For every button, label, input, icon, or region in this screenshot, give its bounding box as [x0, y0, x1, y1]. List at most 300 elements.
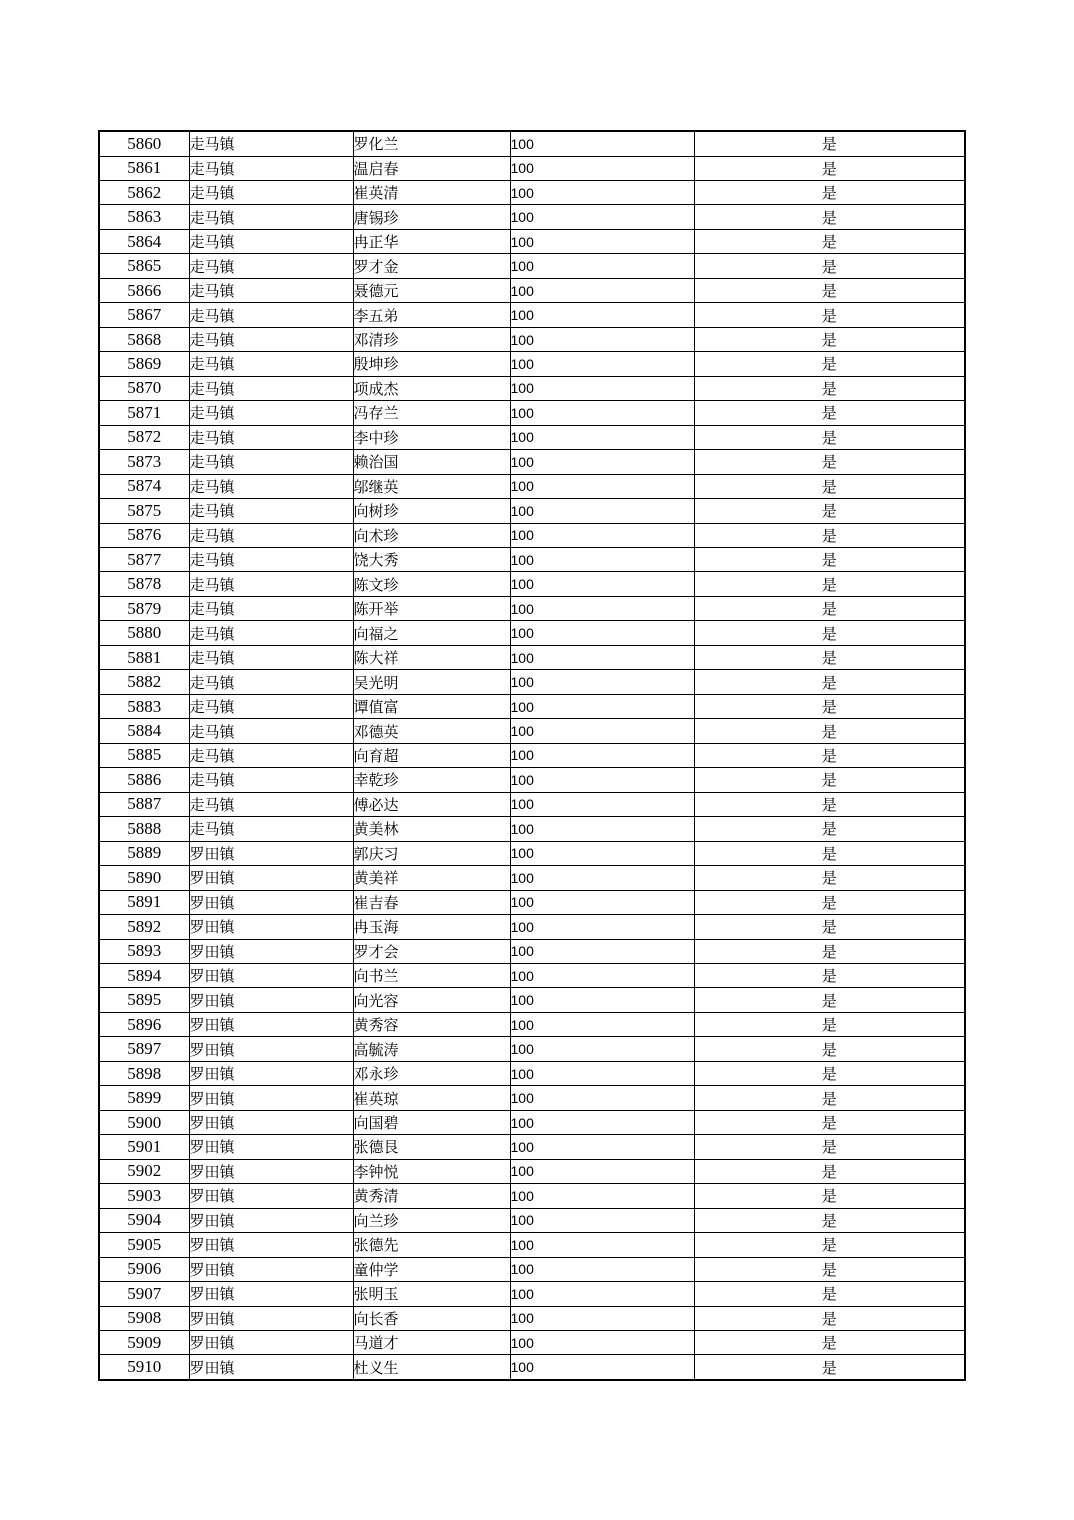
- name-cell: 高毓涛: [353, 1037, 510, 1061]
- score-cell: 100: [510, 131, 694, 156]
- score-cell: 100: [510, 1135, 694, 1159]
- table-row: [99, 768, 965, 792]
- town-cell: 走马镇: [189, 327, 353, 351]
- name-cell: 罗化兰: [353, 131, 510, 156]
- row-id-cell: 5878: [99, 572, 189, 596]
- table-row: [99, 131, 965, 156]
- name-cell: 邓永珍: [353, 1061, 510, 1085]
- name-cell: 向树珍: [353, 499, 510, 523]
- confirm-cell: 是: [694, 523, 965, 547]
- score-cell: 100: [510, 817, 694, 841]
- score-cell: 100: [510, 694, 694, 718]
- table-row: [99, 1331, 965, 1355]
- town-cell: 罗田镇: [189, 963, 353, 987]
- score-cell: 100: [510, 180, 694, 204]
- table-row: [99, 621, 965, 645]
- table-row: [99, 1282, 965, 1306]
- town-cell: 走马镇: [189, 180, 353, 204]
- score-cell: 100: [510, 1208, 694, 1232]
- confirm-cell: 是: [694, 1135, 965, 1159]
- table-row: [99, 1306, 965, 1330]
- name-cell: 向兰珍: [353, 1208, 510, 1232]
- confirm-cell: 是: [694, 303, 965, 327]
- table-row: [99, 988, 965, 1012]
- town-cell: 罗田镇: [189, 1159, 353, 1183]
- town-cell: 走马镇: [189, 645, 353, 669]
- score-cell: 100: [510, 1257, 694, 1281]
- confirm-cell: 是: [694, 278, 965, 302]
- row-id-cell: 5883: [99, 694, 189, 718]
- row-id-cell: 5910: [99, 1355, 189, 1380]
- name-cell: 郭庆习: [353, 841, 510, 865]
- row-id-cell: 5890: [99, 866, 189, 890]
- table-row: [99, 743, 965, 767]
- town-cell: 走马镇: [189, 792, 353, 816]
- town-cell: 走马镇: [189, 670, 353, 694]
- score-cell: 100: [510, 572, 694, 596]
- confirm-cell: 是: [694, 719, 965, 743]
- table-row: [99, 841, 965, 865]
- town-cell: 罗田镇: [189, 988, 353, 1012]
- confirm-cell: 是: [694, 1184, 965, 1208]
- name-cell: 赖治国: [353, 450, 510, 474]
- confirm-cell: 是: [694, 817, 965, 841]
- town-cell: 走马镇: [189, 499, 353, 523]
- name-cell: 向书兰: [353, 963, 510, 987]
- name-cell: 童仲学: [353, 1257, 510, 1281]
- name-cell: 温启春: [353, 156, 510, 180]
- score-cell: 100: [510, 743, 694, 767]
- row-id-cell: 5861: [99, 156, 189, 180]
- score-cell: 100: [510, 1306, 694, 1330]
- town-cell: 罗田镇: [189, 1331, 353, 1355]
- town-cell: 走马镇: [189, 352, 353, 376]
- score-cell: 100: [510, 621, 694, 645]
- name-cell: 邬继英: [353, 474, 510, 498]
- row-id-cell: 5889: [99, 841, 189, 865]
- confirm-cell: 是: [694, 327, 965, 351]
- score-cell: 100: [510, 939, 694, 963]
- name-cell: 崔英琼: [353, 1086, 510, 1110]
- table-row: [99, 596, 965, 620]
- table-row: [99, 939, 965, 963]
- row-id-cell: 5892: [99, 915, 189, 939]
- town-cell: 走马镇: [189, 548, 353, 572]
- confirm-cell: 是: [694, 376, 965, 400]
- name-cell: 罗才会: [353, 939, 510, 963]
- table-row: [99, 499, 965, 523]
- confirm-cell: 是: [694, 694, 965, 718]
- roster-table: [98, 130, 966, 1381]
- name-cell: 黄美林: [353, 817, 510, 841]
- name-cell: 吴光明: [353, 670, 510, 694]
- name-cell: 崔英清: [353, 180, 510, 204]
- row-id-cell: 5908: [99, 1306, 189, 1330]
- score-cell: 100: [510, 1012, 694, 1036]
- town-cell: 走马镇: [189, 450, 353, 474]
- name-cell: 罗才金: [353, 254, 510, 278]
- table-row: [99, 719, 965, 743]
- town-cell: 罗田镇: [189, 1037, 353, 1061]
- name-cell: 李钟悦: [353, 1159, 510, 1183]
- confirm-cell: 是: [694, 450, 965, 474]
- table-row: [99, 694, 965, 718]
- row-id-cell: 5860: [99, 131, 189, 156]
- confirm-cell: 是: [694, 156, 965, 180]
- row-id-cell: 5864: [99, 229, 189, 253]
- name-cell: 项成杰: [353, 376, 510, 400]
- confirm-cell: 是: [694, 963, 965, 987]
- score-cell: 100: [510, 963, 694, 987]
- score-cell: 100: [510, 645, 694, 669]
- row-id-cell: 5876: [99, 523, 189, 547]
- name-cell: 黄美祥: [353, 866, 510, 890]
- name-cell: 谭值富: [353, 694, 510, 718]
- score-cell: 100: [510, 401, 694, 425]
- row-id-cell: 5884: [99, 719, 189, 743]
- score-cell: 100: [510, 1331, 694, 1355]
- name-cell: 冉正华: [353, 229, 510, 253]
- table-row: [99, 278, 965, 302]
- score-cell: 100: [510, 327, 694, 351]
- row-id-cell: 5905: [99, 1233, 189, 1257]
- town-cell: 走马镇: [189, 278, 353, 302]
- table-row: [99, 1110, 965, 1134]
- row-id-cell: 5897: [99, 1037, 189, 1061]
- town-cell: 走马镇: [189, 254, 353, 278]
- row-id-cell: 5877: [99, 548, 189, 572]
- confirm-cell: 是: [694, 474, 965, 498]
- score-cell: 100: [510, 523, 694, 547]
- score-cell: 100: [510, 719, 694, 743]
- name-cell: 向术珍: [353, 523, 510, 547]
- table-row: [99, 1012, 965, 1036]
- name-cell: 陈文珍: [353, 572, 510, 596]
- row-id-cell: 5867: [99, 303, 189, 327]
- town-cell: 走马镇: [189, 817, 353, 841]
- row-id-cell: 5899: [99, 1086, 189, 1110]
- confirm-cell: 是: [694, 499, 965, 523]
- confirm-cell: 是: [694, 939, 965, 963]
- row-id-cell: 5902: [99, 1159, 189, 1183]
- table-row: [99, 817, 965, 841]
- confirm-cell: 是: [694, 572, 965, 596]
- table-row: [99, 327, 965, 351]
- town-cell: 罗田镇: [189, 1184, 353, 1208]
- row-id-cell: 5887: [99, 792, 189, 816]
- score-cell: 100: [510, 1233, 694, 1257]
- confirm-cell: 是: [694, 792, 965, 816]
- confirm-cell: 是: [694, 988, 965, 1012]
- town-cell: 走马镇: [189, 621, 353, 645]
- confirm-cell: 是: [694, 1306, 965, 1330]
- name-cell: 向长香: [353, 1306, 510, 1330]
- town-cell: 走马镇: [189, 131, 353, 156]
- confirm-cell: 是: [694, 401, 965, 425]
- name-cell: 向国碧: [353, 1110, 510, 1134]
- score-cell: 100: [510, 890, 694, 914]
- table-row: [99, 1159, 965, 1183]
- name-cell: 殷坤珍: [353, 352, 510, 376]
- row-id-cell: 5893: [99, 939, 189, 963]
- score-cell: 100: [510, 915, 694, 939]
- row-id-cell: 5862: [99, 180, 189, 204]
- town-cell: 罗田镇: [189, 1135, 353, 1159]
- row-id-cell: 5894: [99, 963, 189, 987]
- confirm-cell: 是: [694, 866, 965, 890]
- town-cell: 走马镇: [189, 205, 353, 229]
- name-cell: 李五弟: [353, 303, 510, 327]
- name-cell: 向光容: [353, 988, 510, 1012]
- score-cell: 100: [510, 474, 694, 498]
- table-body: [99, 131, 965, 1380]
- table-row: [99, 523, 965, 547]
- score-cell: 100: [510, 254, 694, 278]
- confirm-cell: 是: [694, 352, 965, 376]
- confirm-cell: 是: [694, 743, 965, 767]
- name-cell: 冯存兰: [353, 401, 510, 425]
- row-id-cell: 5881: [99, 645, 189, 669]
- town-cell: 罗田镇: [189, 915, 353, 939]
- row-id-cell: 5868: [99, 327, 189, 351]
- row-id-cell: 5880: [99, 621, 189, 645]
- confirm-cell: 是: [694, 596, 965, 620]
- row-id-cell: 5870: [99, 376, 189, 400]
- name-cell: 唐锡珍: [353, 205, 510, 229]
- confirm-cell: 是: [694, 180, 965, 204]
- score-cell: 100: [510, 205, 694, 229]
- confirm-cell: 是: [694, 915, 965, 939]
- table-row: [99, 572, 965, 596]
- town-cell: 走马镇: [189, 572, 353, 596]
- confirm-cell: 是: [694, 1037, 965, 1061]
- name-cell: 陈大祥: [353, 645, 510, 669]
- town-cell: 走马镇: [189, 425, 353, 449]
- score-cell: 100: [510, 548, 694, 572]
- score-cell: 100: [510, 792, 694, 816]
- row-id-cell: 5903: [99, 1184, 189, 1208]
- name-cell: 黄秀清: [353, 1184, 510, 1208]
- table-row: [99, 1037, 965, 1061]
- confirm-cell: 是: [694, 1233, 965, 1257]
- town-cell: 罗田镇: [189, 1355, 353, 1380]
- table-row: [99, 1184, 965, 1208]
- score-cell: 100: [510, 1159, 694, 1183]
- score-cell: 100: [510, 156, 694, 180]
- row-id-cell: 5904: [99, 1208, 189, 1232]
- confirm-cell: 是: [694, 205, 965, 229]
- row-id-cell: 5872: [99, 425, 189, 449]
- row-id-cell: 5895: [99, 988, 189, 1012]
- row-id-cell: 5866: [99, 278, 189, 302]
- confirm-cell: 是: [694, 1159, 965, 1183]
- confirm-cell: 是: [694, 548, 965, 572]
- row-id-cell: 5886: [99, 768, 189, 792]
- table-row: [99, 352, 965, 376]
- town-cell: 走马镇: [189, 303, 353, 327]
- row-id-cell: 5907: [99, 1282, 189, 1306]
- table-row: [99, 1135, 965, 1159]
- table-row: [99, 229, 965, 253]
- row-id-cell: 5882: [99, 670, 189, 694]
- town-cell: 走马镇: [189, 401, 353, 425]
- confirm-cell: 是: [694, 890, 965, 914]
- name-cell: 邓德英: [353, 719, 510, 743]
- score-cell: 100: [510, 1184, 694, 1208]
- town-cell: 走马镇: [189, 694, 353, 718]
- town-cell: 走马镇: [189, 719, 353, 743]
- town-cell: 罗田镇: [189, 1012, 353, 1036]
- score-cell: 100: [510, 499, 694, 523]
- table-row: [99, 890, 965, 914]
- name-cell: 聂德元: [353, 278, 510, 302]
- confirm-cell: 是: [694, 1355, 965, 1380]
- table-row: [99, 205, 965, 229]
- row-id-cell: 5863: [99, 205, 189, 229]
- town-cell: 罗田镇: [189, 1233, 353, 1257]
- town-cell: 罗田镇: [189, 866, 353, 890]
- score-cell: 100: [510, 278, 694, 302]
- town-cell: 罗田镇: [189, 1282, 353, 1306]
- name-cell: 向育超: [353, 743, 510, 767]
- row-id-cell: 5891: [99, 890, 189, 914]
- row-id-cell: 5898: [99, 1061, 189, 1085]
- row-id-cell: 5871: [99, 401, 189, 425]
- score-cell: 100: [510, 229, 694, 253]
- confirm-cell: 是: [694, 1086, 965, 1110]
- score-cell: 100: [510, 1061, 694, 1085]
- confirm-cell: 是: [694, 841, 965, 865]
- confirm-cell: 是: [694, 1110, 965, 1134]
- name-cell: 邓清珍: [353, 327, 510, 351]
- table-row: [99, 1233, 965, 1257]
- table-row: [99, 425, 965, 449]
- score-cell: 100: [510, 670, 694, 694]
- row-id-cell: 5869: [99, 352, 189, 376]
- table-row: [99, 450, 965, 474]
- town-cell: 走马镇: [189, 376, 353, 400]
- score-cell: 100: [510, 841, 694, 865]
- score-cell: 100: [510, 1355, 694, 1380]
- table-row: [99, 1257, 965, 1281]
- row-id-cell: 5885: [99, 743, 189, 767]
- table-row: [99, 303, 965, 327]
- table-row: [99, 1208, 965, 1232]
- table-row: [99, 866, 965, 890]
- confirm-cell: 是: [694, 1012, 965, 1036]
- name-cell: 幸乾珍: [353, 768, 510, 792]
- table-row: [99, 180, 965, 204]
- table-row: [99, 645, 965, 669]
- table-row: [99, 670, 965, 694]
- confirm-cell: 是: [694, 1208, 965, 1232]
- confirm-cell: 是: [694, 229, 965, 253]
- score-cell: 100: [510, 988, 694, 1012]
- confirm-cell: 是: [694, 670, 965, 694]
- town-cell: 走马镇: [189, 229, 353, 253]
- name-cell: 张明玉: [353, 1282, 510, 1306]
- row-id-cell: 5875: [99, 499, 189, 523]
- town-cell: 走马镇: [189, 156, 353, 180]
- town-cell: 走马镇: [189, 743, 353, 767]
- score-cell: 100: [510, 303, 694, 327]
- score-cell: 100: [510, 376, 694, 400]
- row-id-cell: 5873: [99, 450, 189, 474]
- confirm-cell: 是: [694, 768, 965, 792]
- score-cell: 100: [510, 1282, 694, 1306]
- town-cell: 罗田镇: [189, 1208, 353, 1232]
- row-id-cell: 5865: [99, 254, 189, 278]
- score-cell: 100: [510, 450, 694, 474]
- name-cell: 李中珍: [353, 425, 510, 449]
- confirm-cell: 是: [694, 1257, 965, 1281]
- town-cell: 罗田镇: [189, 1110, 353, 1134]
- town-cell: 罗田镇: [189, 1061, 353, 1085]
- name-cell: 张德艮: [353, 1135, 510, 1159]
- table-row: [99, 254, 965, 278]
- score-cell: 100: [510, 1037, 694, 1061]
- table-row: [99, 792, 965, 816]
- town-cell: 罗田镇: [189, 890, 353, 914]
- town-cell: 罗田镇: [189, 1306, 353, 1330]
- score-cell: 100: [510, 596, 694, 620]
- score-cell: 100: [510, 768, 694, 792]
- name-cell: 陈开举: [353, 596, 510, 620]
- confirm-cell: 是: [694, 1282, 965, 1306]
- score-cell: 100: [510, 425, 694, 449]
- score-cell: 100: [510, 1110, 694, 1134]
- town-cell: 罗田镇: [189, 1257, 353, 1281]
- town-cell: 走马镇: [189, 596, 353, 620]
- town-cell: 走马镇: [189, 768, 353, 792]
- score-cell: 100: [510, 1086, 694, 1110]
- town-cell: 罗田镇: [189, 841, 353, 865]
- row-id-cell: 5879: [99, 596, 189, 620]
- table-row: [99, 548, 965, 572]
- score-cell: 100: [510, 352, 694, 376]
- town-cell: 罗田镇: [189, 939, 353, 963]
- table-row: [99, 156, 965, 180]
- name-cell: 向福之: [353, 621, 510, 645]
- score-cell: 100: [510, 866, 694, 890]
- table-row: [99, 1355, 965, 1380]
- table-row: [99, 915, 965, 939]
- table-row: [99, 474, 965, 498]
- row-id-cell: 5900: [99, 1110, 189, 1134]
- row-id-cell: 5901: [99, 1135, 189, 1159]
- confirm-cell: 是: [694, 425, 965, 449]
- town-cell: 罗田镇: [189, 1086, 353, 1110]
- confirm-cell: 是: [694, 131, 965, 156]
- confirm-cell: 是: [694, 645, 965, 669]
- town-cell: 走马镇: [189, 523, 353, 547]
- table-row: [99, 1086, 965, 1110]
- row-id-cell: 5888: [99, 817, 189, 841]
- row-id-cell: 5874: [99, 474, 189, 498]
- row-id-cell: 5896: [99, 1012, 189, 1036]
- name-cell: 马道才: [353, 1331, 510, 1355]
- confirm-cell: 是: [694, 1331, 965, 1355]
- town-cell: 走马镇: [189, 474, 353, 498]
- row-id-cell: 5909: [99, 1331, 189, 1355]
- name-cell: 崔吉春: [353, 890, 510, 914]
- table-row: [99, 401, 965, 425]
- row-id-cell: 5906: [99, 1257, 189, 1281]
- table-row: [99, 963, 965, 987]
- name-cell: 张德先: [353, 1233, 510, 1257]
- name-cell: 傅必达: [353, 792, 510, 816]
- table-row: [99, 376, 965, 400]
